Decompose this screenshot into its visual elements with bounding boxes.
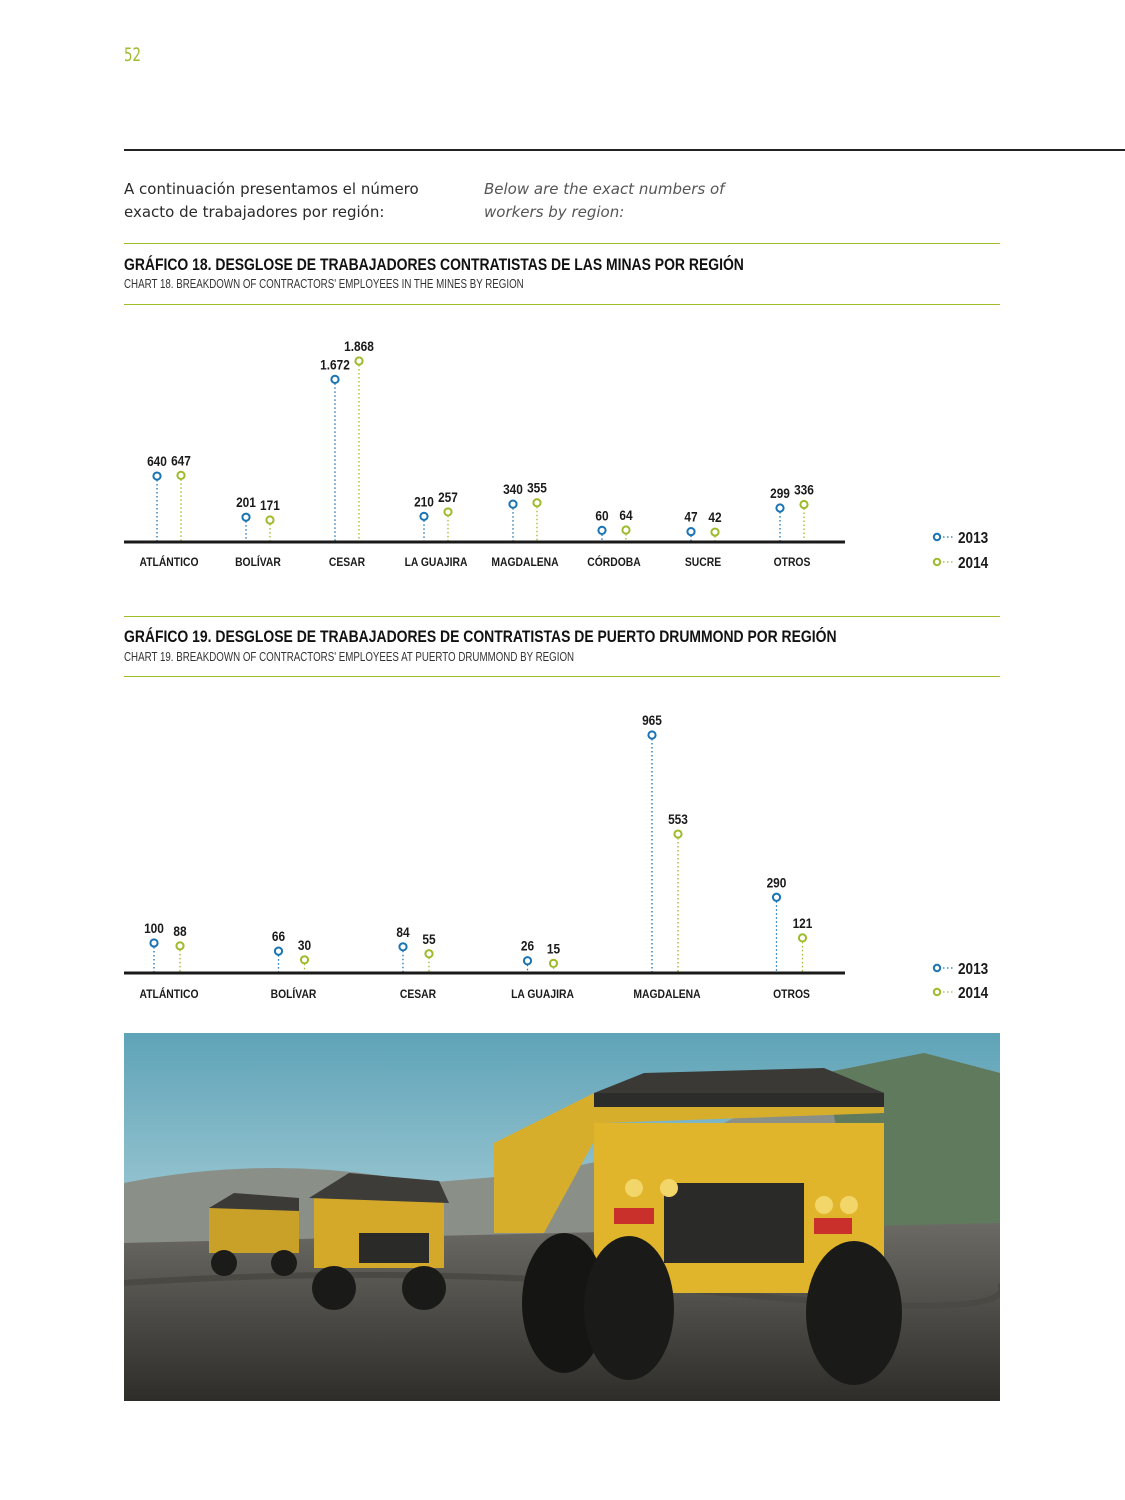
point-2013-bolivar (242, 514, 249, 521)
category-label-otros: OTROS (773, 988, 810, 1002)
intro-text-spanish: A continuación presentamos el número exacto de trabajadores por región: (124, 180, 419, 221)
value-label-2013-atlantico: 640 (147, 453, 167, 470)
value-label-2013-sucre: 47 (684, 508, 698, 525)
point-2014-la-guajira (550, 960, 557, 967)
point-2014-otros (799, 934, 806, 941)
category-label-cesar: CESAR (328, 556, 366, 570)
point-2013-bolivar (275, 948, 282, 955)
point-2014-cesar (355, 357, 362, 364)
point-2013-la-guajira (420, 513, 427, 520)
point-2014-magdalena (674, 830, 681, 837)
point-2014-cesar (425, 950, 432, 957)
top-divider (124, 149, 1125, 151)
category-label-bolivar: BOLÍVAR (235, 556, 281, 570)
point-2014-bolivar (301, 956, 308, 963)
category-label-atlantico: ATLÁNTICO (139, 988, 199, 1002)
chart19-top-rule (124, 616, 1000, 617)
value-label-2013-la-guajira: 210 (414, 493, 434, 510)
chart19-bottom-rule (124, 676, 1000, 677)
value-label-2013-cordoba: 60 (595, 507, 609, 524)
point-2014-bolivar (266, 516, 273, 523)
point-2014-atlantico (177, 472, 184, 479)
value-label-2014-otros: 121 (792, 914, 813, 932)
value-label-2013-atlantico: 100 (144, 920, 164, 937)
point-2013-atlantico (153, 472, 160, 479)
point-2013-atlantico (150, 939, 157, 946)
chart18-title: GRÁFICO 18. DESGLOSE DE TRABAJADORES CONTRATISTAS DE LAS MINAS POR REGIÓN (124, 255, 744, 274)
category-label-sucre: SUCRE (684, 556, 722, 570)
value-label-2014-atlantico: 647 (171, 452, 191, 469)
legend-label-2014: 2014 (958, 555, 989, 573)
point-2013-otros (773, 894, 780, 901)
legend-marker-2013 (934, 534, 940, 540)
value-label-2014-cordoba: 64 (619, 507, 633, 524)
category-label-atlantico: ATLÁNTICO (139, 556, 199, 570)
value-label-2013-otros: 299 (770, 485, 790, 502)
value-label-2014-otros: 336 (794, 481, 814, 498)
category-label-la-guajira: LA GUAJIRA (511, 988, 574, 1002)
value-label-2014-bolivar: 171 (260, 497, 280, 514)
point-2013-la-guajira (524, 957, 531, 964)
value-label-2013-bolivar: 201 (236, 494, 256, 511)
value-label-2014-la-guajira: 15 (546, 940, 561, 957)
value-label-2013-bolivar: 66 (271, 928, 286, 945)
point-2013-magdalena (648, 731, 655, 738)
value-label-2014-sucre: 42 (708, 509, 722, 526)
chart19-subtitle: CHART 19. BREAKDOWN OF CONTRACTORS' EMPLOYEES AT PUERTO DRUMMOND BY REGION (124, 650, 575, 664)
page-number: 52 (124, 44, 141, 66)
chart19-title: GRÁFICO 19. DESGLOSE DE TRABAJADORES DE CONTRATISTAS DE PUERTO DRUMMOND POR REGIÓN (124, 627, 837, 646)
point-2013-magdalena (509, 501, 516, 508)
value-label-2013-cesar: 1.672 (320, 356, 350, 373)
chart19-marks (139, 712, 812, 1001)
legend-marker-2013 (934, 965, 940, 971)
legend-marker-2014 (934, 989, 940, 995)
chart18-marks (139, 338, 813, 569)
category-label-magdalena: MAGDALENA (633, 988, 701, 1002)
chart19-plot (0, 690, 1000, 1020)
chart18-top-rule (124, 243, 1000, 244)
value-label-2013-otros: 290 (766, 874, 787, 891)
point-2014-cordoba (622, 526, 629, 533)
value-label-2013-magdalena: 340 (503, 481, 523, 498)
point-2013-sucre (687, 528, 694, 535)
category-label-la-guajira: LA GUAJIRA (404, 556, 468, 570)
chart18-plot (0, 310, 1000, 590)
category-label-cesar: CESAR (399, 988, 437, 1002)
point-2014-sucre (711, 528, 718, 535)
intro-text-english: Below are the exact numbers of workers by region: (484, 180, 725, 221)
category-label-otros: OTROS (773, 556, 811, 570)
point-2014-la-guajira (444, 508, 451, 515)
point-2014-magdalena (533, 499, 540, 506)
value-label-2014-atlantico: 88 (173, 922, 187, 940)
point-2014-otros (800, 501, 807, 508)
chart18-bottom-rule (124, 304, 1000, 305)
value-label-2014-cesar: 1.868 (344, 338, 374, 355)
point-2013-cordoba (598, 527, 605, 534)
value-label-2014-magdalena: 355 (527, 479, 547, 496)
value-label-2014-bolivar: 30 (297, 936, 312, 954)
point-2013-cesar (399, 943, 406, 950)
value-label-2014-cesar: 55 (422, 930, 436, 948)
category-label-bolivar: BOLÍVAR (270, 988, 317, 1002)
category-label-cordoba: CÓRDOBA (587, 556, 641, 570)
point-2014-atlantico (176, 942, 183, 949)
legend-label-2013: 2013 (958, 530, 989, 548)
category-label-magdalena: MAGDALENA (491, 556, 559, 570)
point-2013-cesar (331, 376, 338, 383)
chart18-subtitle: CHART 18. BREAKDOWN OF CONTRACTORS' EMPLOYEES IN THE MINES BY REGION (124, 277, 524, 291)
value-label-2014-la-guajira: 257 (438, 488, 458, 506)
legend-marker-2014 (934, 559, 940, 565)
legend-label-2014: 2014 (958, 985, 989, 1003)
mining-trucks-photo (124, 1033, 1000, 1401)
point-2013-otros (776, 504, 783, 511)
value-label-2014-magdalena: 553 (668, 811, 688, 828)
value-label-2013-magdalena: 965 (642, 712, 662, 729)
legend-label-2013: 2013 (958, 961, 989, 979)
value-label-2013-cesar: 84 (396, 923, 410, 941)
value-label-2013-la-guajira: 26 (520, 937, 535, 954)
